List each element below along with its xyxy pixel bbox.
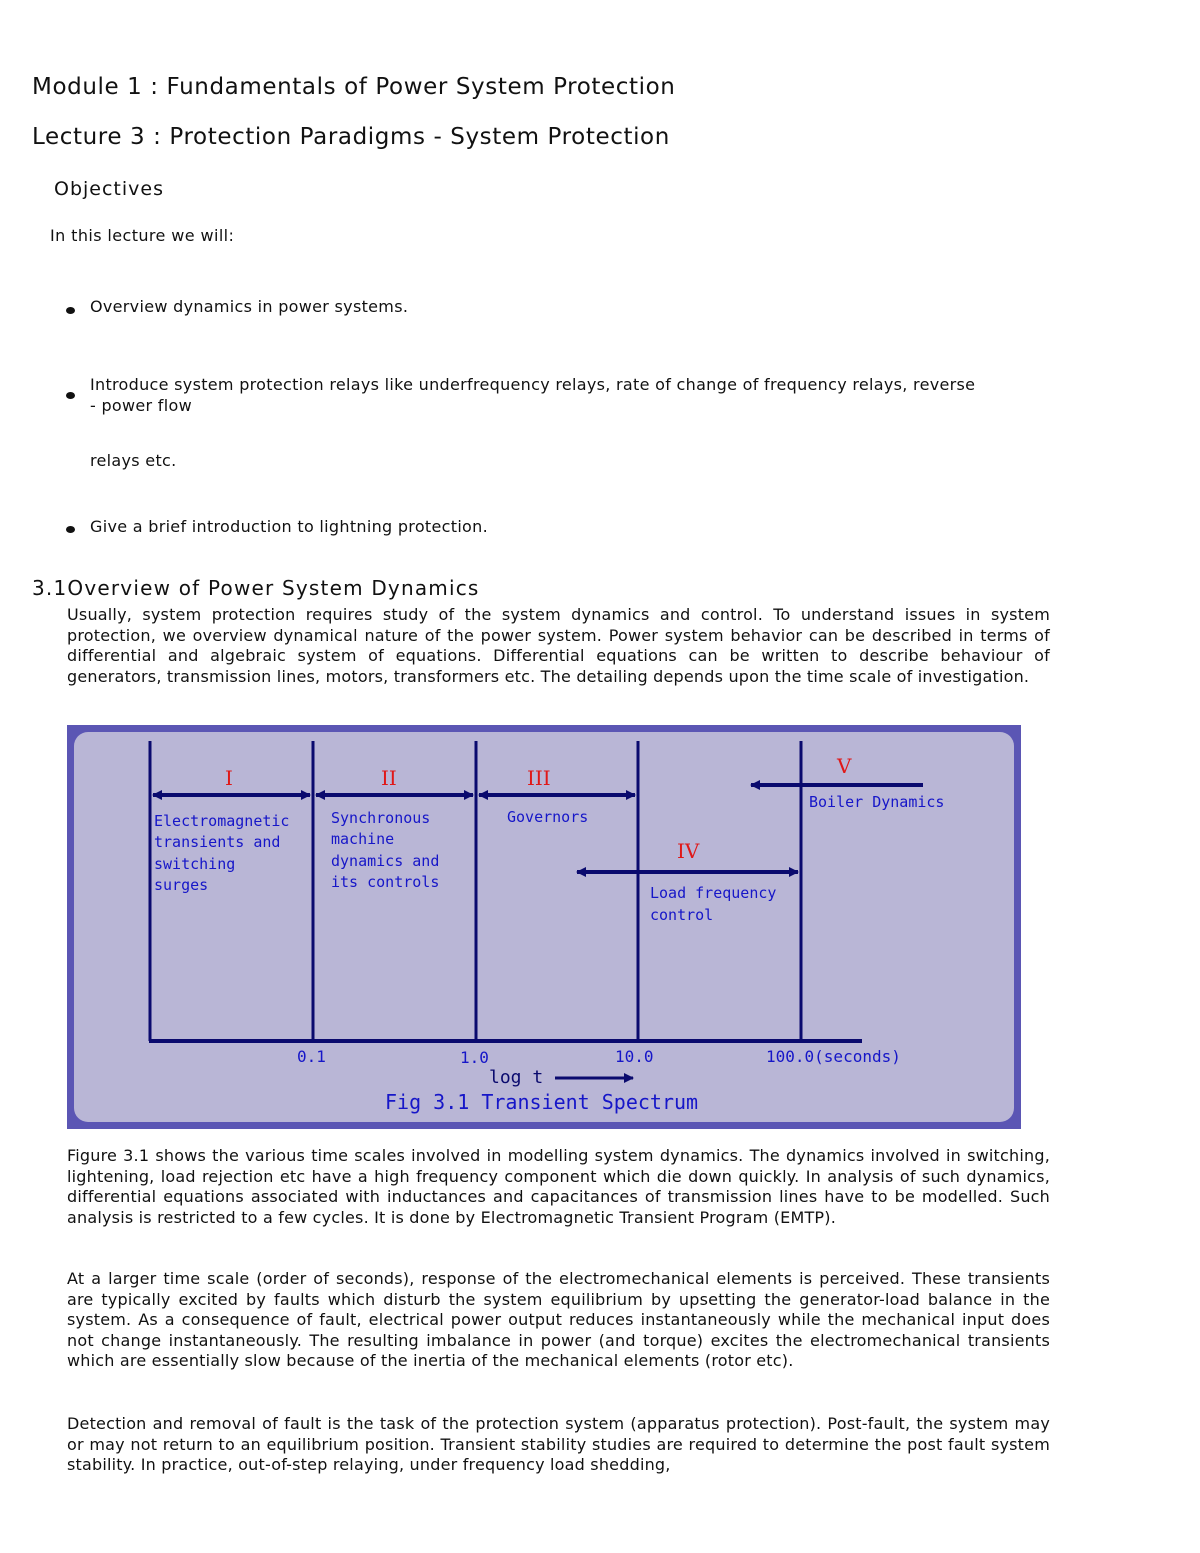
band-label: transients and — [154, 833, 281, 851]
tick-label: 0.1 — [297, 1047, 326, 1066]
lecture-title: Lecture 3 : Protection Paradigms - System Protection — [32, 124, 670, 150]
band-label: surges — [154, 876, 209, 894]
tick-label: 1.0 — [460, 1048, 489, 1067]
paragraph: At a larger time scale (order of seconds), response of the electromechanical elements is perceived. These transients are typically excited by faults which disturb the system equilibrium by upsetting the generator-load balance in the system. As a consequence of fault, electrical power output reduces instantaneously while the mechanical input does not change instantaneously. The resulting imbalance in power (and torque) excites the electromechanical transients which are essentially slow because of the inertia of the mechanical elements (rotor etc). — [67, 1269, 1050, 1370]
band-numeral: I — [225, 766, 233, 790]
figure-transient-spectrum — [67, 725, 1021, 1129]
transient-spectrum-diagram — [67, 725, 1021, 1129]
paragraph: Figure 3.1 shows the various time scales involved in modelling system dynamics. The dynamics involved in switching, lightening, load rejection etc have a high frequency component which die down quickly. In analysis of such dynamics, differential equations associated with inductances and capacitances of transmission lines have to be modelled. Such analysis is restricted to a few cycles. It is done by Electromagnetic Transient Program (EMTP). — [67, 1146, 1050, 1227]
tick-label: 10.0 — [615, 1047, 654, 1066]
band-label: its controls — [331, 873, 440, 891]
band-numeral: III — [527, 766, 551, 790]
objective-item: Give a brief introduction to lightning protection. — [90, 517, 488, 536]
bullet-icon — [66, 392, 75, 399]
band-label: Electromagnetic — [154, 812, 290, 830]
bullet-icon — [66, 526, 75, 533]
module-title: Module 1 : Fundamentals of Power System Protection — [32, 74, 676, 100]
intro-text: In this lecture we will: — [50, 226, 235, 245]
band-label: control — [650, 906, 714, 924]
section-heading: 3.1Overview of Power System Dynamics — [32, 576, 480, 600]
figure-caption: Fig 3.1 Transient Spectrum — [385, 1090, 699, 1114]
band-label: dynamics and — [331, 852, 440, 870]
band-numeral: IV — [677, 839, 700, 863]
objective-item: Introduce system protection relays like underfrequency relays, rate of change of frequency relays, reverse — [90, 375, 976, 394]
band-label: Synchronous — [331, 809, 431, 827]
bullet-icon — [66, 307, 75, 314]
objective-item-cont: relays etc. — [90, 451, 177, 470]
band-label: Governors — [507, 808, 589, 826]
objectives-heading: Objectives — [54, 178, 164, 200]
objective-item: Overview dynamics in power systems. — [90, 297, 409, 316]
axis-label: log t — [489, 1067, 544, 1088]
paragraph: Usually, system protection requires study of the system dynamics and control. To understand issues in system protection, we overview dynamical nature of the power system. Power system behavior can be described in terms of differential and algebraic system of equations. Differential equations can be written to describe behaviour of generators, transmission lines, motors, transformers etc. The detailing depends upon the time scale of investigation. — [67, 605, 1050, 686]
objective-item-cont: - power flow — [90, 396, 192, 415]
band-label: Boiler Dynamics — [809, 793, 945, 811]
band-label: switching — [154, 855, 236, 873]
band-label: machine — [331, 830, 395, 848]
band-label: Load frequency — [650, 884, 777, 902]
band-numeral: V — [837, 754, 852, 778]
tick-label: 100.0(seconds) — [766, 1047, 901, 1066]
paragraph: Detection and removal of fault is the task of the protection system (apparatus protection). Post-fault, the system may or may not return to an equilibrium position. Transient stability studies are required to determine the post fault system stability. In practice, out-of-step relaying, under frequency load shedding, — [67, 1414, 1050, 1474]
band-numeral: II — [381, 766, 397, 790]
